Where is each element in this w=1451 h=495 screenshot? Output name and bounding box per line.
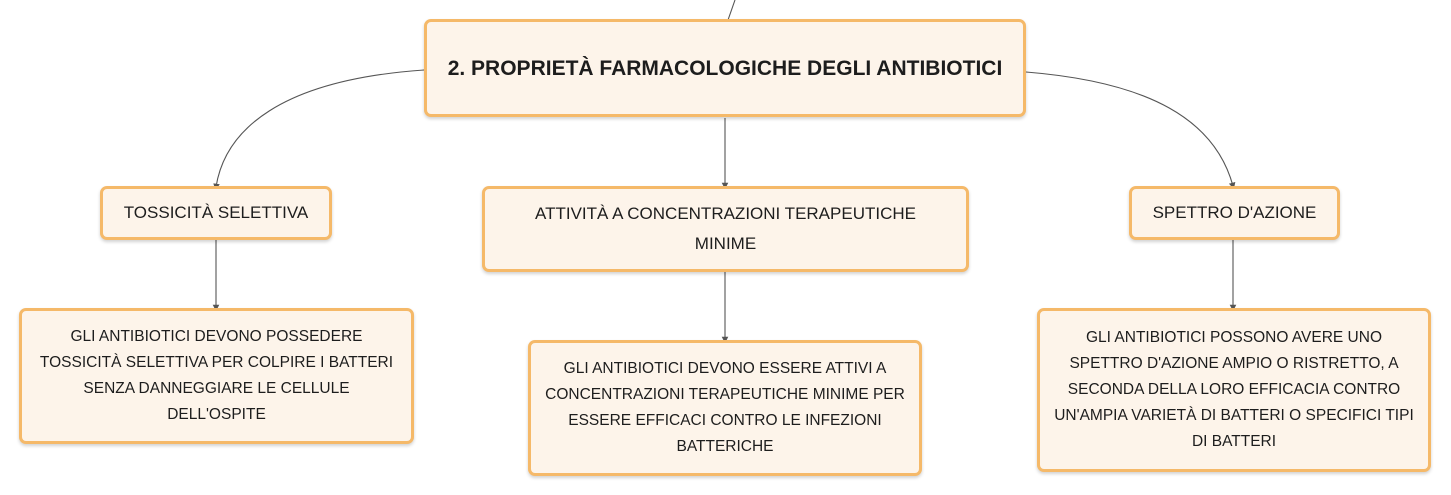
detail-node-text: GLI ANTIBIOTICI DEVONO ESSERE ATTIVI A CONCENTRAZIONI TERAPEUTICHE MINIME PER ESSERE EFFICACI CONTRO LE INFEZIONI BATTERICHE — [545, 360, 905, 455]
detail-node-text: GLI ANTIBIOTICI POSSONO AVERE UNO SPETTRO D'AZIONE AMPIO O RISTRETTO, A SECONDA DELLA LORO EFFICACIA CONTRO UN'AMPIA VARIETÀ DI BATTERI O SPECIFICI TIPI DI BATTERI — [1054, 329, 1414, 450]
connector-root-to-branch-1 — [216, 70, 424, 187]
branch-node-tossicita[interactable] — [100, 186, 332, 240]
detail-node-attivita[interactable] — [528, 340, 922, 476]
branch-node-label: TOSSICITÀ SELETTIVA — [123, 203, 309, 222]
root-node[interactable] — [424, 19, 1026, 117]
branch-node-label: ATTIVITÀ A CONCENTRAZIONI TERAPEUTICHE MINIME — [535, 204, 916, 253]
connector-root-to-branch-3 — [1026, 72, 1233, 186]
connector-parent-to-root — [728, 0, 735, 20]
detail-node-spettro[interactable] — [1037, 308, 1431, 472]
detail-node-text: GLI ANTIBIOTICI DEVONO POSSEDERE TOSSICITÀ SELETTIVA PER COLPIRE I BATTERI SENZA DANNEGGIARE LE CELLULE DELL'OSPITE — [39, 328, 394, 423]
root-node-label: 2. PROPRIETÀ FARMACOLOGICHE DEGLI ANTIBIOTICI — [447, 56, 1003, 80]
branch-node-attivita[interactable] — [482, 186, 969, 272]
branch-node-label: SPETTRO D'AZIONE — [1152, 203, 1317, 222]
branch-node-spettro[interactable] — [1129, 186, 1340, 240]
detail-node-tossicita[interactable] — [19, 308, 414, 444]
